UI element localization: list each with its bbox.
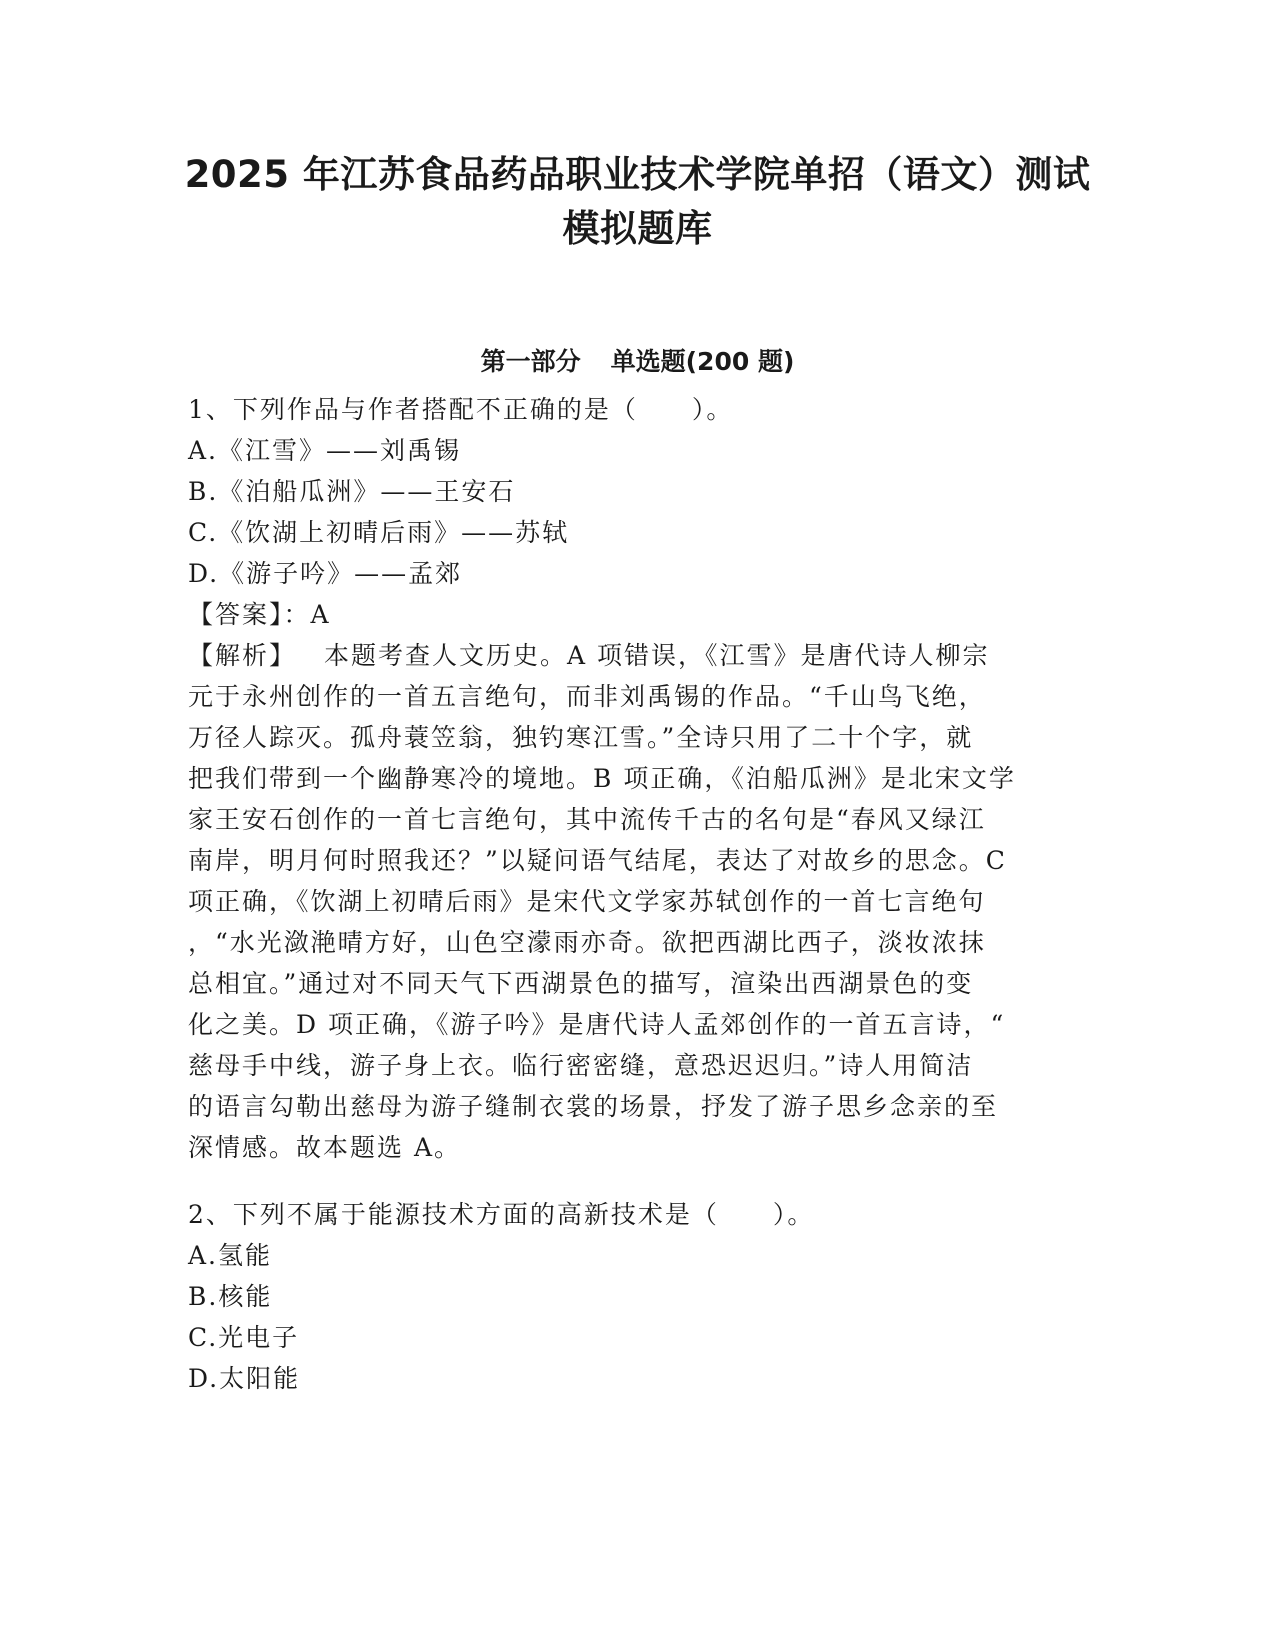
document-title-line-1: 2025 年江苏食品药品职业技术学院单招（语文）测试 xyxy=(184,153,1091,196)
option-d: D.太阳能 xyxy=(188,1364,301,1393)
answer-label: 【答案】： xyxy=(188,600,311,629)
option-b: B.核能 xyxy=(188,1282,273,1311)
analysis-line-8: ，“水光潋滟晴方好，山色空濛雨亦奇。欲把西湖比西子，淡妆浓抹 xyxy=(188,928,986,957)
analysis-line-6: 南岸，明月何时照我还？”以疑问语气结尾，表达了对故乡的思念。C xyxy=(188,846,1007,875)
analysis-line-3: 万径人踪灭。孤舟蓑笠翁，独钓寒江雪。”全诗只用了二十个字，就 xyxy=(188,723,974,752)
option-a: A.氢能 xyxy=(188,1241,273,1270)
analysis-label: 【解析】 xyxy=(188,641,297,670)
analysis-line-13: 深情感。故本题选 A。 xyxy=(188,1133,462,1162)
question-stem: 2、下列不属于能源技术方面的高新技术是（ ）。 xyxy=(188,1200,815,1229)
answer-line xyxy=(188,597,331,633)
document-title-line-2: 模拟题库 xyxy=(562,207,713,250)
question-stem: 1、下列作品与作者搭配不正确的是（ ）。 xyxy=(188,395,734,424)
option-c: C.光电子 xyxy=(188,1323,300,1352)
analysis-line-9: 总相宜。”通过对不同天气下西湖景色的描写，渲染出西湖景色的变 xyxy=(188,969,974,998)
section-type-label: 单选题(200 题) xyxy=(610,347,795,376)
option-b: B.《泊船瓜洲》——王安石 xyxy=(188,477,516,506)
analysis-line-11: 慈母手中线，游子身上衣。临行密密缝，意恐迟迟归。”诗人用简洁 xyxy=(188,1051,974,1080)
analysis-line-5: 家王安石创作的一首七言绝句，其中流传千古的名句是“春风又绿江 xyxy=(188,805,986,834)
analysis-line-2: 元于永州创作的一首五言绝句，而非刘禹锡的作品。“千山鸟飞绝， xyxy=(188,682,986,711)
section-heading xyxy=(150,344,1125,380)
analysis-text: 本题考查人文历史。A 项错误，《江雪》是唐代诗人柳宗 xyxy=(324,641,990,670)
analysis-line-12: 的语言勾勒出慈母为游子缝制衣裳的场景，抒发了游子思乡念亲的至 xyxy=(188,1092,999,1121)
analysis-line-1 xyxy=(188,638,990,674)
analysis-line-4: 把我们带到一个幽静寒冷的境地。B 项正确，《泊船瓜洲》是北宋文学 xyxy=(188,764,1016,793)
option-d: D.《游子吟》——孟郊 xyxy=(188,559,463,588)
option-c: C.《饮湖上初晴后雨》——苏轼 xyxy=(188,518,570,547)
answer-value: A xyxy=(310,600,331,629)
section-part-label: 第一部分 xyxy=(480,347,581,376)
analysis-line-10: 化之美。D 项正确，《游子吟》是唐代诗人孟郊创作的一首五言诗，“ xyxy=(188,1010,1006,1039)
analysis-line-7: 项正确，《饮湖上初晴后雨》是宋代文学家苏轼创作的一首七言绝句 xyxy=(188,887,986,916)
option-a: A.《江雪》——刘禹锡 xyxy=(188,436,462,465)
